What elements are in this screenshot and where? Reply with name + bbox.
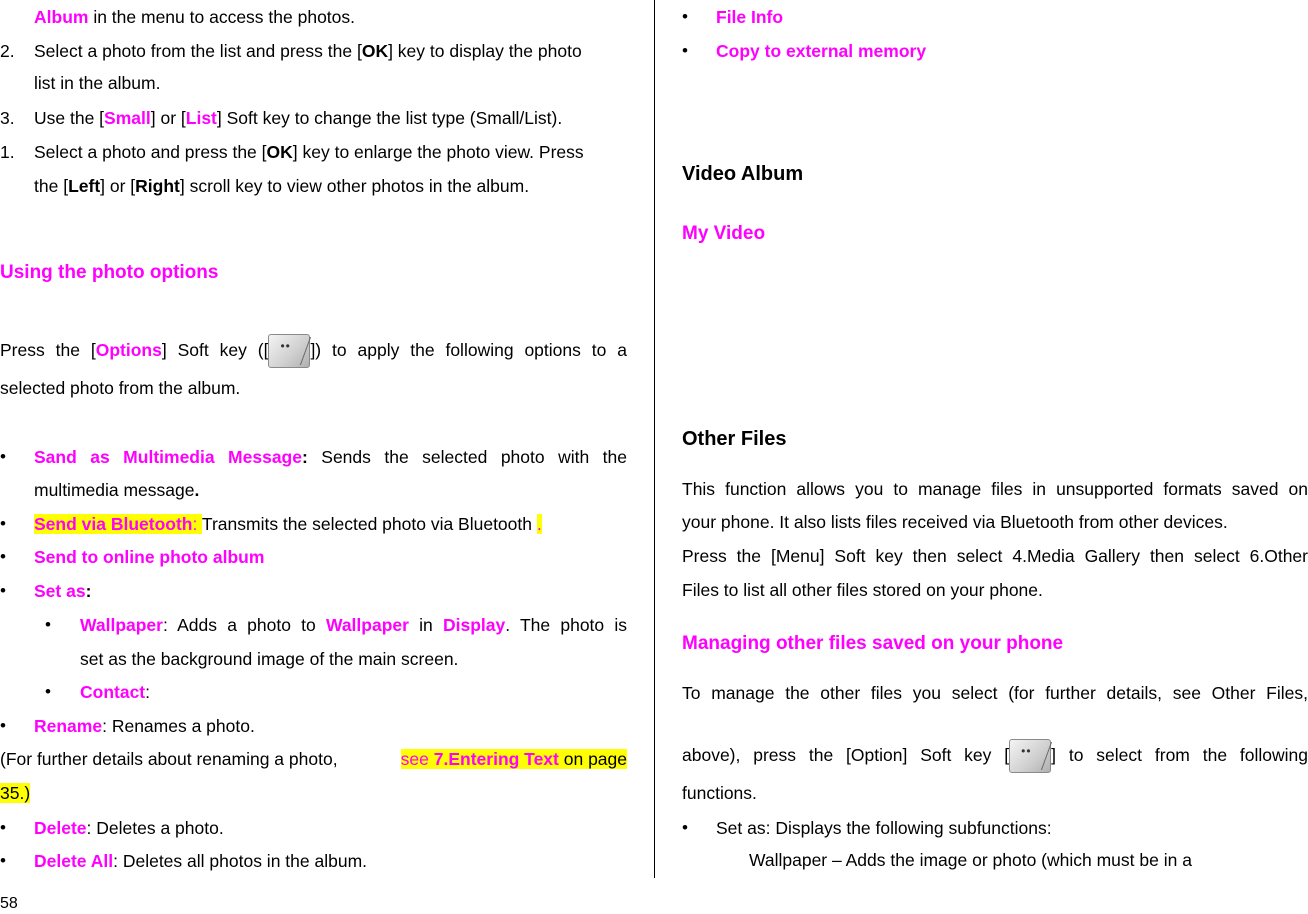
managing-p1-cont: above), press the [Option] Soft key [•• ] to select from the following	[682, 739, 1308, 773]
column-divider	[654, 0, 655, 878]
intro-line: Album in the menu to access the photos.	[34, 7, 356, 27]
bullet-icon: •	[0, 818, 6, 837]
page-number: 58	[0, 895, 18, 912]
option-rename: Rename: Renames a photo.	[34, 716, 255, 736]
step-number: 1.	[0, 142, 15, 162]
option-delete-all: Delete All: Deletes all photos in the album.	[34, 851, 368, 871]
other-files-p1-cont: your phone. It also lists files received via Bluetooth from other devices.	[682, 512, 1228, 532]
option-send-bluetooth: Send via Bluetooth: Transmits the selected photo via Bluetooth .	[34, 514, 542, 534]
bullet-icon: •	[0, 447, 6, 466]
sub-option-wallpaper-cont: set as the background image of the main screen.	[80, 649, 459, 669]
soft-key-icon	[268, 334, 310, 368]
option-send-mms-cont: multimedia message.	[34, 480, 200, 500]
sub-option-contact: Contact:	[80, 682, 151, 702]
rename-note-cont: 35.)	[0, 783, 31, 803]
step-1-text: Select a photo and press the [OK] key to enlarge the photo view. Press	[34, 142, 584, 162]
wallpaper-subfunction: Wallpaper – Adds the image or photo (which must be in a	[749, 850, 1192, 870]
option-set-as: Set as:	[34, 581, 92, 601]
rename-note: (For further details about renaming a photo, see 7.Entering Text on page	[0, 749, 627, 769]
entering-text-link: 7.Entering Text	[433, 749, 559, 769]
soft-key-icon	[1009, 739, 1051, 773]
options-intro: Press the [Options] Soft key ([•• ]) to apply the following options to a	[0, 334, 627, 368]
option-file-info: File Info	[716, 7, 784, 27]
other-files-p2-cont: Files to list all other files stored on your phone.	[682, 580, 1043, 600]
set-as-subfunctions: Set as: Displays the following subfunctions:	[716, 818, 1052, 838]
managing-p1: To manage the other files you select (for further details, see Other Files,	[682, 683, 1308, 703]
managing-heading: Managing other files saved on your phone	[682, 633, 1064, 654]
other-files-p2: Press the [Menu] Soft key then select 4.Media Gallery then select 6.Other	[682, 546, 1308, 566]
bullet-icon: •	[682, 7, 688, 26]
bullet-icon: •	[45, 615, 51, 634]
bullet-icon: •	[45, 682, 51, 701]
step-2-text: Select a photo from the list and press the [OK] key to display the photo	[34, 41, 582, 61]
bullet-icon: •	[0, 716, 6, 735]
bullet-icon: •	[0, 581, 6, 600]
options-intro-cont: selected photo from the album.	[0, 378, 241, 398]
sub-option-wallpaper: Wallpaper: Adds a photo to Wallpaper in Display. The photo is	[80, 615, 627, 635]
managing-p1-end: functions.	[682, 783, 757, 803]
bullet-icon: •	[0, 851, 6, 870]
other-files-heading: Other Files	[682, 428, 787, 450]
step-number: 3.	[0, 108, 15, 128]
video-album-heading: Video Album	[682, 163, 804, 185]
photo-options-heading: Using the photo options	[0, 262, 219, 283]
bullet-icon: •	[0, 547, 6, 566]
step-number: 2.	[0, 41, 15, 61]
other-files-p1: This function allows you to manage files in unsupported formats saved on	[682, 479, 1308, 499]
option-send-mms: Sand as Multimedia Message: Sends the selected photo with the	[34, 447, 627, 467]
option-delete: Delete: Deletes a photo.	[34, 818, 224, 838]
bullet-icon: •	[682, 818, 688, 837]
step-3-text: Use the [Small] or [List] Soft key to change the list type (Small/List).	[34, 108, 563, 128]
option-copy-external: Copy to external memory	[716, 41, 927, 61]
step-2-text-cont: list in the album.	[34, 73, 161, 93]
step-1-text-cont: the [Left] or [Right] scroll key to view other photos in the album.	[34, 176, 530, 196]
bullet-icon: •	[0, 514, 6, 533]
bullet-icon: •	[682, 41, 688, 60]
option-send-online-album: Send to online photo album	[34, 547, 265, 567]
album-link: Album	[34, 7, 89, 27]
my-video-heading: My Video	[682, 223, 766, 244]
